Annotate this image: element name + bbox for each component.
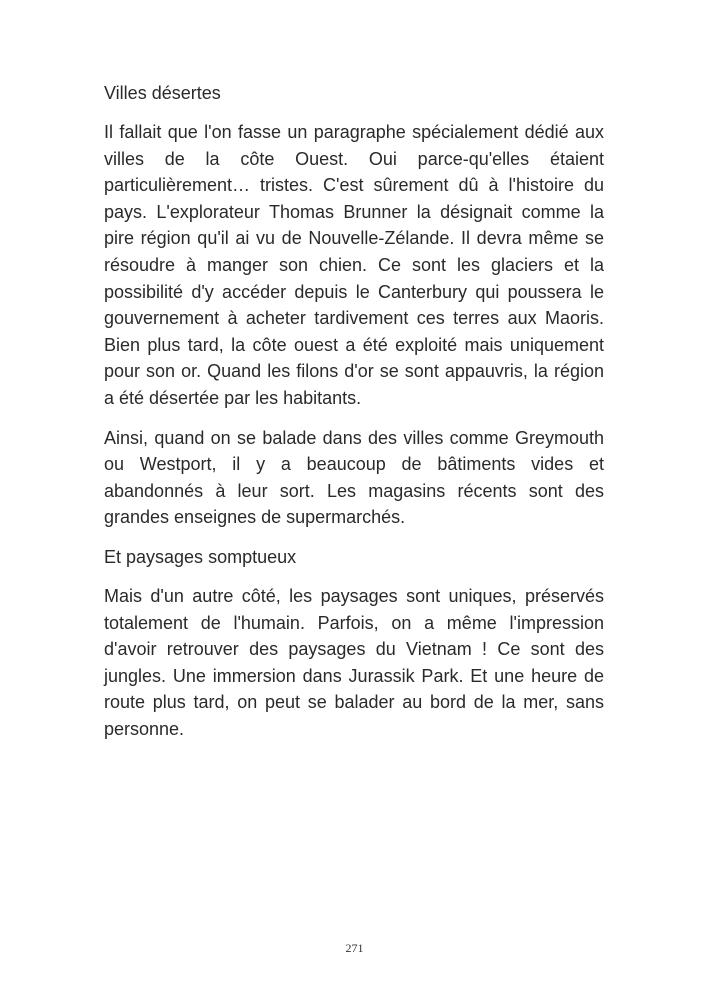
paragraph-abandoned-towns: Ainsi, quand on se balade dans des villes comme Greymouth ou Westport, il y a beaucoup de bâtiments vides et abandonnés à leur sort. Les magasins récents sont des grandes enseignes de supermarchés. bbox=[104, 427, 604, 528]
paragraph-west-coast-history: Il fallait que l'on fasse un paragraphe spécialement dédié aux villes de la côte Ouest. Oui parce-qu'elles étaient particulièrement… tristes. C'est sûrement dû à l'histoire du pays. L'explorateur Thomas Brunner la désignait comme la pire région qu'il ai vu de Nouvelle-Zélande. Il devra même se résoudre à manger son chien. Ce sont les glaciers et la possibilité d'y accéder depuis le Canterbury qui poussera le gouvernement à acheter tardivement ces terres aux Maoris. Bien plus tard, la côte ouest a été exploité mais uniquement pour son or. Quand les filons d'or se sont appauvris, la région a été désertée par les habitants. bbox=[104, 122, 604, 408]
page-number: 271 bbox=[345, 941, 364, 955]
page-content bbox=[104, 80, 604, 755]
paragraph-landscapes: Mais d'un autre côté, les paysages sont uniques, préservés totalement de l'humain. Parfois, on a même l'impression d'avoir retrouver des paysages du Vietnam ! Ce sont des jungles. Une immersion dans Jurassik Park. Et une heure de route plus tard, on peut se balader au bord de la mer, sans personne. bbox=[104, 585, 604, 739]
section-heading-villes-desertes: Villes désertes bbox=[104, 83, 221, 103]
section-heading-paysages: Et paysages somptueux bbox=[104, 546, 297, 567]
